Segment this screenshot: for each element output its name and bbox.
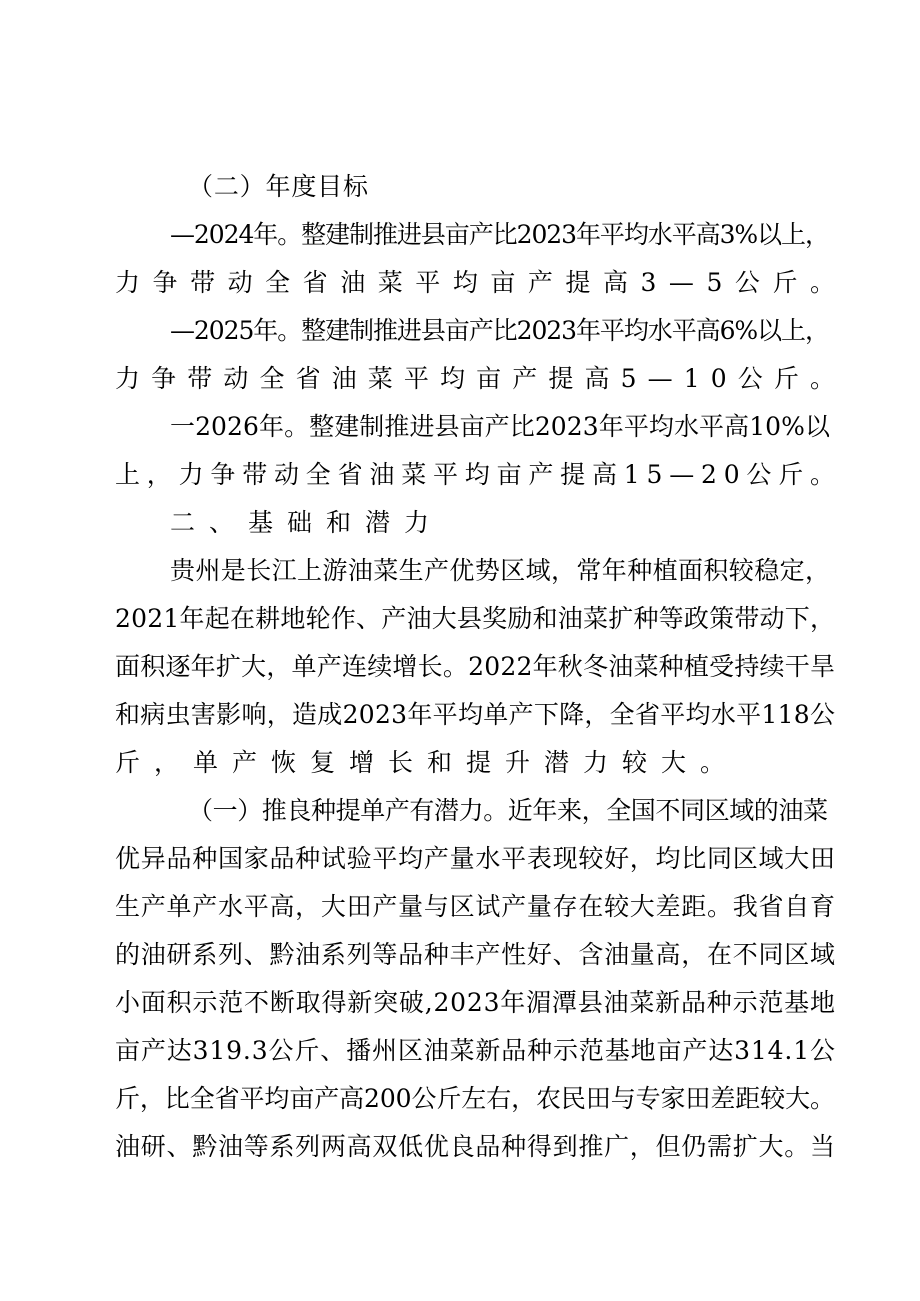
paragraph-line: 力争带动全省油菜平均亩产提高3—5公斤。 [115, 268, 848, 297]
section-heading-annual-targets: （二）年度目标 [188, 172, 369, 201]
paragraph-line: 亩产达319.3公斤、播州区油菜新品种示范基地亩产达314.1公 [115, 1036, 836, 1065]
paragraph-line: （一）推良种提单产有潜力。近年来，全国不同区域的油菜 [188, 796, 828, 825]
paragraph-line: 上，力争带动全省油菜平均亩产提高15—20公斤。 [115, 460, 842, 489]
paragraph-line: 的油研系列、黔油系列等品种丰产性好、含油量高，在不同区域 [115, 940, 836, 969]
paragraph-line: 贵州是长江上游油菜生产优势区域，常年种植面积较稳定， [170, 556, 831, 585]
paragraph-line: —2024年。整建制推进县亩产比2023年平均水平高3%以上， [170, 220, 829, 249]
paragraph-line: 生产单产水平高，大田产量与区试产量存在较大差距。我省自育 [115, 892, 836, 921]
paragraph-line: 面积逐年扩大，单产连续增长。2022年秋冬油菜种植受持续干旱 [115, 652, 836, 681]
paragraph-line: —2025年。整建制推进县亩产比2023年平均水平高6%以上， [170, 316, 829, 345]
paragraph-line: 一2026年。整建制推进县亩产比2023年平均水平高10%以 [170, 412, 831, 441]
paragraph-line: 油研、黔油等系列两高双低优良品种得到推广，但仍需扩大。当 [115, 1132, 836, 1161]
paragraph-line: 斤，单产恢复增长和提升潜力较大。 [115, 748, 740, 777]
paragraph-line: 优异品种国家品种试验平均产量水平表现较好，均比同区域大田 [115, 844, 836, 873]
paragraph-line: 力争带动全省油菜平均亩产提高5—10公斤。 [115, 364, 847, 393]
paragraph-line: 2021年起在耕地轮作、产油大县奖励和油菜扩种等政策带动下， [115, 604, 836, 633]
paragraph-line: 小面积示范不断取得新突破,2023年湄潭县油菜新品种示范基地 [115, 988, 836, 1017]
paragraph-line: 和病虫害影响，造成2023年平均单产下降，全省平均水平118公 [115, 700, 836, 729]
paragraph-line: 斤，比全省平均亩产高200公斤左右，农民田与专家田差距较大。 [115, 1084, 835, 1113]
section-heading-basis-and-potential: 二、基础和潜力 [170, 508, 444, 537]
